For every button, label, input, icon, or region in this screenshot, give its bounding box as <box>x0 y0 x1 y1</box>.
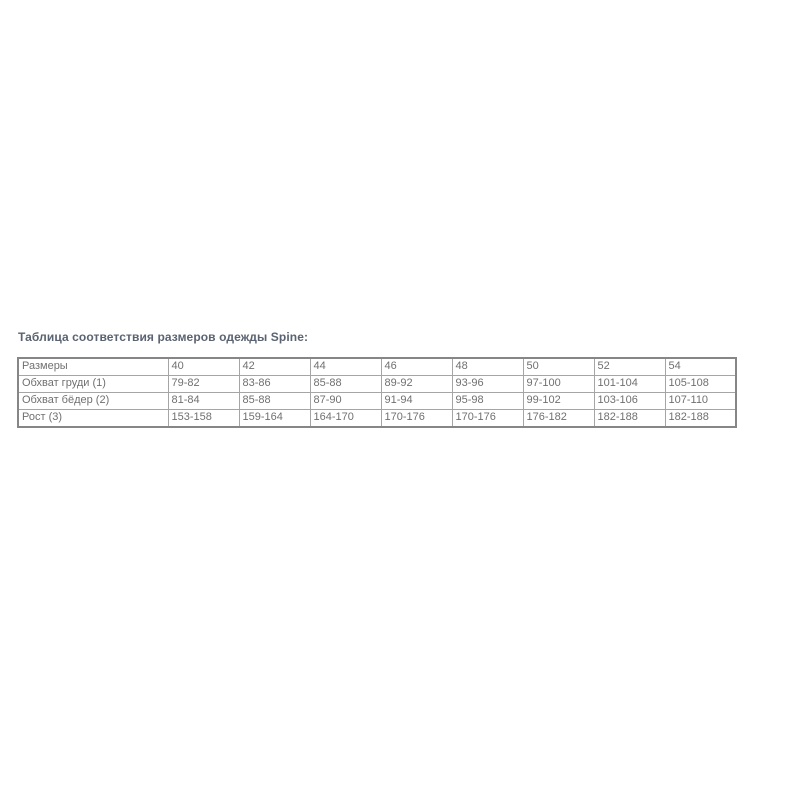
value-cell: 182-188 <box>594 410 665 428</box>
value-cell: 170-176 <box>381 410 452 428</box>
value-cell: 42 <box>239 358 310 376</box>
value-cell: 170-176 <box>452 410 523 428</box>
value-cell: 95-98 <box>452 393 523 410</box>
size-chart-section <box>17 330 736 428</box>
value-cell: 99-102 <box>523 393 594 410</box>
value-cell: 182-188 <box>665 410 736 428</box>
value-cell: 91-94 <box>381 393 452 410</box>
value-cell: 164-170 <box>310 410 381 428</box>
row-label-cell: Обхват груди (1) <box>18 376 168 393</box>
row-label-cell: Размеры <box>18 358 168 376</box>
value-cell: 79-82 <box>168 376 239 393</box>
table-header-row <box>18 358 736 376</box>
value-cell: 54 <box>665 358 736 376</box>
value-cell: 81-84 <box>168 393 239 410</box>
value-cell: 48 <box>452 358 523 376</box>
table-row <box>18 393 736 410</box>
row-label-cell: Обхват бёдер (2) <box>18 393 168 410</box>
value-cell: 93-96 <box>452 376 523 393</box>
value-cell: 83-86 <box>239 376 310 393</box>
value-cell: 40 <box>168 358 239 376</box>
value-cell: 153-158 <box>168 410 239 428</box>
value-cell: 85-88 <box>310 376 381 393</box>
table-row <box>18 410 736 428</box>
row-label-cell: Рост (3) <box>18 410 168 428</box>
value-cell: 52 <box>594 358 665 376</box>
value-cell: 87-90 <box>310 393 381 410</box>
size-table-body <box>18 358 736 427</box>
value-cell: 105-108 <box>665 376 736 393</box>
value-cell: 46 <box>381 358 452 376</box>
value-cell: 89-92 <box>381 376 452 393</box>
size-chart-title: Таблица соответствия размеров одежды Spine: <box>18 330 309 344</box>
value-cell: 103-106 <box>594 393 665 410</box>
value-cell: 107-110 <box>665 393 736 410</box>
value-cell: 101-104 <box>594 376 665 393</box>
value-cell: 50 <box>523 358 594 376</box>
value-cell: 159-164 <box>239 410 310 428</box>
value-cell: 85-88 <box>239 393 310 410</box>
size-table <box>17 357 737 428</box>
value-cell: 176-182 <box>523 410 594 428</box>
value-cell: 44 <box>310 358 381 376</box>
table-row <box>18 376 736 393</box>
value-cell: 97-100 <box>523 376 594 393</box>
